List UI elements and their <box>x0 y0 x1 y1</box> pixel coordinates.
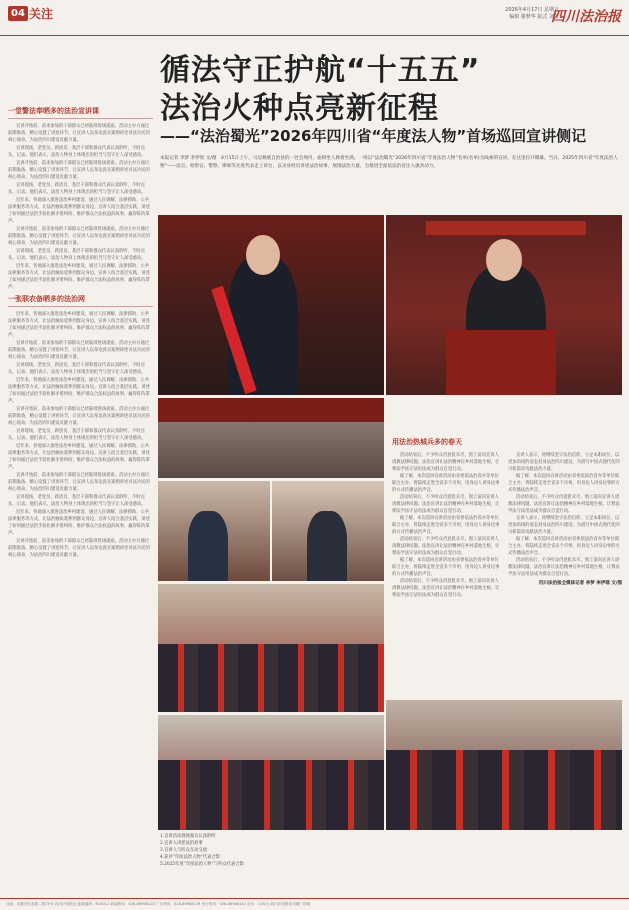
left-paragraph: 近年来，各地深入推进法治乡村建设，通过人民调解、法律援助、公共法律服务等方式，让法治触角延伸到群众身边。宣讲人结合基层实践，讲述了如何通过法治手段化解矛盾纠纷、维护群众合法权益的故事，赢得阵阵掌声。 <box>8 444 150 470</box>
left-paragraph: 宣讲开始前，前来参加的干部群众已经陆续进场就座。活动主办方通过前期准备，精心设置了讲述环节，让宣讲人以身边真实案例讲述司法为民的初心使命，为法治四川建设贡献力量。 <box>8 124 150 143</box>
speaker-head <box>486 239 522 281</box>
right-paragraph: 宣讲人表示，将继续坚守法治信仰，立足本职岗位，以更加昂扬的姿态投身法治四川建设，为谱写中国式现代化四川新篇章贡献法治力量。 <box>508 516 620 535</box>
headline-line1: 循法守正护航“十五五” <box>160 53 481 88</box>
photo-captions <box>160 833 385 868</box>
mid-paragraph: 活动结束后，不少听众仍意犹未尽，围上前向宣讲人请教法律问题。法治宣讲让法治精神在乡村落地生根，让尊法学法守法用法成为群众自觉行动。 <box>392 453 500 472</box>
mid-paragraph: 活动结束后，不少听众仍意犹未尽，围上前向宣讲人请教法律问题。法治宣讲让法治精神在乡村落地生根，让尊法学法守法用法成为群众自觉行动。 <box>392 495 500 514</box>
lead-paragraph: 本报记者 李梦 李伊瑶 文/图 4月15日上午，马边彝族自治县的一处会场内，座椅坐人挨着坐满。一场以“法治蜀光”2026年四川省“年度法治人物”名单(名单)为线索的宣讲，在这里拉开帷幕。当日，2025年四川省“年度法治人物”——法官、检察官、警察、律师等先进代表走上讲台，以亲身经历讲述法治故事，展现法治力量，为推进全面依法治省注入强劲动力。 <box>160 156 618 169</box>
left-paragraph: 宣讲开始前，前来参加的干部群众已经陆续进场就座。活动主办方通过前期准备，精心设置了讲述环节，让宣讲人以身边真实案例讲述司法为民的初心使命，为法治四川建设贡献力量。 <box>8 227 150 246</box>
speaker-head <box>246 235 280 275</box>
left-heading-1: 一堂警法奉晒多的法治宣讲课 <box>8 106 153 119</box>
mid-paragraph: 活动结束后，不少听众仍意犹未尽，围上前向宣讲人请教法律问题。法治宣讲让法治精神在乡村落地生根，让尊法学法守法用法成为群众自觉行动。 <box>392 537 500 556</box>
left-paragraph: 宣讲现场，老党员、新团员、基层干部和群众代表认真聆听，不时点头、记录。他们表示，法治人物身上体现出的担当与坚守让人深受感动。 <box>8 146 146 158</box>
group-figures <box>158 760 384 830</box>
audience-photo <box>158 398 384 478</box>
headline-line2: 法治火种点亮新征程 <box>160 91 439 126</box>
caption-5: 5.2025年度“年度法治人物”与听众代表合影 <box>160 862 244 867</box>
group-photo-3 <box>386 700 622 830</box>
group-photo-2 <box>158 715 384 830</box>
interaction-photo-2 <box>272 481 384 581</box>
section-title: 关注 <box>29 7 54 21</box>
byline: 四川法治报全媒体记者 李梦 李伊瑶 文/图 <box>539 581 622 586</box>
headline <box>160 52 480 128</box>
left-paragraph: 近年来，各地深入推进法治乡村建设，通过人民调解、法律援助、公共法律服务等方式，让法治触角延伸到群众身边。宣讲人结合基层实践，讲述了如何通过法治手段化解矛盾纠纷、维护群众合法权益的故事，赢得阵阵掌声。 <box>8 264 150 290</box>
mid-paragraph: 据了解，本次巡回宣讲活动由省委依法治省办等单位联合主办，将陆续走进全省多个市州，用身边人讲身边事的方式传播法治声音。 <box>392 474 500 493</box>
left-paragraph: 近年来，各地深入推进法治乡村建设，通过人民调解、法律援助、公共法律服务等方式，让法治触角延伸到群众身边。宣讲人结合基层实践，讲述了如何通过法治手段化解矛盾纠纷、维护群众合法权益的故事，赢得阵阵掌声。 <box>8 378 150 404</box>
left-paragraph: 宣讲开始前，前来参加的干部群众已经陆续进场就座。活动主办方通过前期准备，精心设置了讲述环节，让宣讲人以身边真实案例讲述司法为民的初心使命，为法治四川建设贡献力量。 <box>8 473 150 492</box>
left-paragraph: 近年来，各地深入推进法治乡村建设，通过人民调解、法律援助、公共法律服务等方式，让法治触角延伸到群众身边。宣讲人结合基层实践，讲述了如何通过法治手段化解矛盾纠纷、维护群众合法权益的故事，赢得阵阵掌声。 <box>8 312 150 338</box>
stage-banner <box>426 221 586 235</box>
middle-column <box>392 452 502 599</box>
mid-paragraph: 活动结束后，不少听众仍意犹未尽，围上前向宣讲人请教法律问题。法治宣讲让法治精神在乡村落地生根，让尊法学法守法用法成为群众自觉行动。 <box>392 579 500 598</box>
subheadline: ——“法治蜀光”2026年四川省“年度法人物”首场巡回宣讲侧记 <box>160 127 587 145</box>
left-paragraph: 宣讲现场，老党员、新团员、基层干部和群众代表认真聆听，不时点头、记录。他们表示，法治人物身上体现出的担当与坚守让人深受感动。 <box>8 363 146 375</box>
left-paragraph: 宣讲开始前，前来参加的干部群众已经陆续进场就座。活动主办方通过前期准备，精心设置了讲述环节，让宣讲人以身边真实案例讲述司法为民的初心使命，为法治四川建设贡献力量。 <box>8 539 150 558</box>
left-paragraph: 宣讲现场，老党员、新团员、基层干部和群众代表认真聆听，不时点头、记录。他们表示，法治人物身上体现出的担当与坚守让人深受感动。 <box>8 183 146 195</box>
caption-2: 2.宣讲人讲述法治故事 <box>160 841 203 846</box>
stage-banner <box>158 398 384 422</box>
right-paragraph: 宣讲人表示，将继续坚守法治信仰，立足本职岗位，以更加昂扬的姿态投身法治四川建设，为谱写中国式现代化四川新篇章贡献法治力量。 <box>508 453 620 472</box>
interaction-photo-1 <box>158 481 270 581</box>
person-figure <box>188 511 228 581</box>
page-number: 04 <box>8 6 28 21</box>
mid-heading: 用法治热城兵多的春天 <box>392 438 462 446</box>
right-paragraph: 据了解，本次巡回宣讲活动由省委依法治省办等单位联合主办，将陆续走进全省多个市州，用身边人讲身边事的方式传播法治声音。 <box>508 474 620 493</box>
speaker-photo-lectern <box>386 215 622 395</box>
left-paragraph: 宣讲现场，老党员、新团员、基层干部和群众代表认真聆听，不时点头、记录。他们表示，法治人物身上体现出的担当与坚守让人深受感动。 <box>8 429 146 441</box>
left-heading-2: 一张联农备晒多的法治网 <box>8 294 153 307</box>
group-figures <box>158 644 384 712</box>
speaker-photo-officer <box>158 215 384 395</box>
left-paragraph: 近年来，各地深入推进法治乡村建设，通过人民调解、法律援助、公共法律服务等方式，让法治触角延伸到群众身边。宣讲人结合基层实践，讲述了如何通过法治手段化解矛盾纠纷、维护群众合法权益的故事，赢得阵阵掌声。 <box>8 198 150 224</box>
caption-1: 1.宣讲活动现场观众认真聆听 <box>160 834 216 839</box>
caption-4: 4.获评“年度法治人物”代表合影 <box>160 855 221 860</box>
left-paragraph: 宣讲现场，老党员、新团员、基层干部和群众代表认真聆听，不时点头、记录。他们表示，法治人物身上体现出的担当与坚守让人深受感动。 <box>8 495 146 507</box>
caption-3: 3.宣讲人与听众互动交流 <box>160 848 208 853</box>
left-paragraph: 宣讲开始前，前来参加的干部群众已经陆续进场就座。活动主办方通过前期准备，精心设置了讲述环节，让宣讲人以身边真实案例讲述司法为民的初心使命，为法治四川建设贡献力量。 <box>8 407 150 426</box>
left-paragraph: 宣讲开始前，前来参加的干部群众已经陆续进场就座。活动主办方通过前期准备，精心设置了讲述环节，让宣讲人以身边真实案例讲述司法为民的初心使命，为法治四川建设贡献力量。 <box>8 161 150 180</box>
issue-date: 2026年4月17日 星期五 <box>505 7 559 13</box>
right-paragraph: 活动结束后，不少听众仍意犹未尽，围上前向宣讲人请教法律问题。法治宣讲让法治精神在乡村落地生根，让尊法学法守法用法成为群众自觉行动。 <box>508 558 620 577</box>
page-header <box>0 0 629 36</box>
left-paragraph: 宣讲现场，老党员、新团员、基层干部和群众代表认真聆听，不时点头、记录。他们表示，法治人物身上体现出的担当与坚守让人深受感动。 <box>8 249 146 261</box>
right-column <box>508 452 622 586</box>
left-paragraph: 近年来，各地深入推进法治乡村建设，通过人民调解、法律援助、公共法律服务等方式，让法治触角延伸到群众身边。宣讲人结合基层实践，讲述了如何通过法治手段化解矛盾纠纷、维护群众合法权益的故事，赢得阵阵掌声。 <box>8 510 150 536</box>
mid-paragraph: 据了解，本次巡回宣讲活动由省委依法治省办等单位联合主办，将陆续走进全省多个市州，用身边人讲身边事的方式传播法治声音。 <box>392 558 500 577</box>
right-paragraph: 据了解，本次巡回宣讲活动由省委依法治省办等单位联合主办，将陆续走进全省多个市州，用身边人讲身边事的方式传播法治声音。 <box>508 537 620 556</box>
left-paragraph: 宣讲开始前，前来参加的干部群众已经陆续进场就座。活动主办方通过前期准备，精心设置了讲述环节，让宣讲人以身边真实案例讲述司法为民的初心使命，为法治四川建设贡献力量。 <box>8 341 150 360</box>
newspaper-logo: 四川法治报 <box>551 9 621 25</box>
editor-line: 编辑 谢梦华 版式 刘芳 <box>509 14 559 20</box>
group-photo-1 <box>158 584 384 712</box>
group-figures <box>386 750 622 830</box>
lectern <box>446 330 556 395</box>
right-paragraph: 活动结束后，不少听众仍意犹未尽，围上前向宣讲人请教法律问题。法治宣讲让法治精神在乡村落地生根，让尊法学法守法用法成为群众自觉行动。 <box>508 495 620 514</box>
left-column <box>8 103 153 560</box>
person-figure <box>307 511 347 581</box>
mid-paragraph: 据了解，本次巡回宣讲活动由省委依法治省办等单位联合主办，将陆续走进全省多个市州，用身边人讲身边事的方式传播法治声音。 <box>392 516 500 535</box>
page-footer: 社址：成都市红星路二段70号 四川法治报社 邮政编码：610012 新闻热线：028-86968123 广告热线：028-86968139 发行热线：028-86968142 定价：1.50元 四川法治报社印刷厂印刷 <box>0 898 629 910</box>
